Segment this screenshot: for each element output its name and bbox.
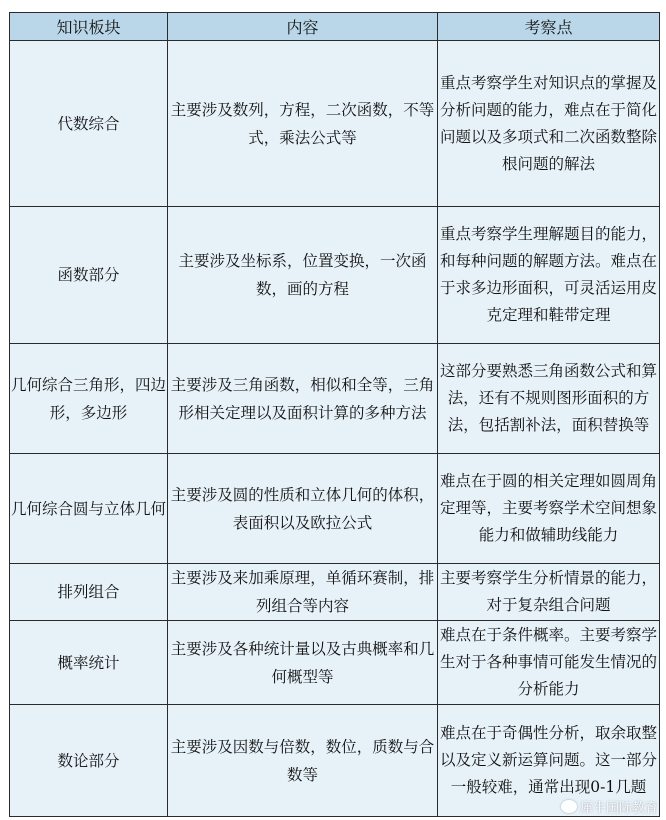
watermark-text: 犀牛国际教育 xyxy=(579,801,658,816)
topic-cell: 函数部分 xyxy=(10,207,168,344)
focus-cell: 这部分要熟悉三角函数公式和算法，还有不规则图形面积的方法，包括割补法，面积替换等 xyxy=(438,344,660,454)
table-row xyxy=(10,344,660,454)
topic-cell: 概率统计 xyxy=(10,621,168,705)
table-row xyxy=(10,207,660,344)
topic-cell: 几何综合圆与立体几何 xyxy=(10,454,168,564)
focus-cell: 重点考察学生理解题目的能力，和每种问题的解题方法。难点在于求多边形面积，可灵活运用皮克定理和鞋带定理 xyxy=(438,207,660,344)
table-row xyxy=(10,454,660,564)
header-content: 内容 xyxy=(168,13,438,41)
header-focus: 考察点 xyxy=(438,13,660,41)
topic-cell: 代数综合 xyxy=(10,41,168,207)
topic-cell: 几何综合三角形，四边形，多边形 xyxy=(10,344,168,454)
content-cell: 主要涉及圆的性质和立体几何的体积，表面积以及欧拉公式 xyxy=(168,454,438,564)
content-cell: 主要涉及各种统计量以及古典概率和几何概型等 xyxy=(168,621,438,705)
table-header-row xyxy=(10,13,660,41)
topic-cell: 排列组合 xyxy=(10,564,168,621)
focus-cell: 主要考察学生分析情景的能力，对于复杂组合问题 xyxy=(438,564,660,621)
table-row xyxy=(10,41,660,207)
topic-cell: 数论部分 xyxy=(10,705,168,817)
watermark xyxy=(561,797,658,816)
content-cell: 主要涉及坐标系，位置变换，一次函数，画的方程 xyxy=(168,207,438,344)
curriculum-table xyxy=(9,12,660,817)
content-cell: 主要涉及来加乘原理，单循环赛制，排列组合等内容 xyxy=(168,564,438,621)
content-cell: 主要涉及数列，方程，二次函数，不等式，乘法公式等 xyxy=(168,41,438,207)
table-row xyxy=(10,621,660,705)
focus-cell: 难点在于条件概率。主要考察学生对于各种事情可能发生情况的分析能力 xyxy=(438,621,660,705)
content-cell: 主要涉及因数与倍数，数位，质数与合数等 xyxy=(168,705,438,817)
table-row xyxy=(10,564,660,621)
focus-cell: 难点在于圆的相关定理如圆周角定理等，主要考察学术空间想象能力和做辅助线能力 xyxy=(438,454,660,564)
header-topic: 知识板块 xyxy=(10,13,168,41)
focus-cell: 难点在于奇偶性分析，取余取整以及定义新运算问题。这一部分一般较难，通常出现0-1几题 xyxy=(438,705,660,817)
focus-cell: 重点考察学生对知识点的掌握及分析问题的能力，难点在于简化问题以及多项式和二次函数整除根问题的解法 xyxy=(438,41,660,207)
content-cell: 主要涉及三角函数，相似和全等，三角形相关定理以及面积计算的多种方法 xyxy=(168,344,438,454)
wechat-icon xyxy=(561,800,577,813)
